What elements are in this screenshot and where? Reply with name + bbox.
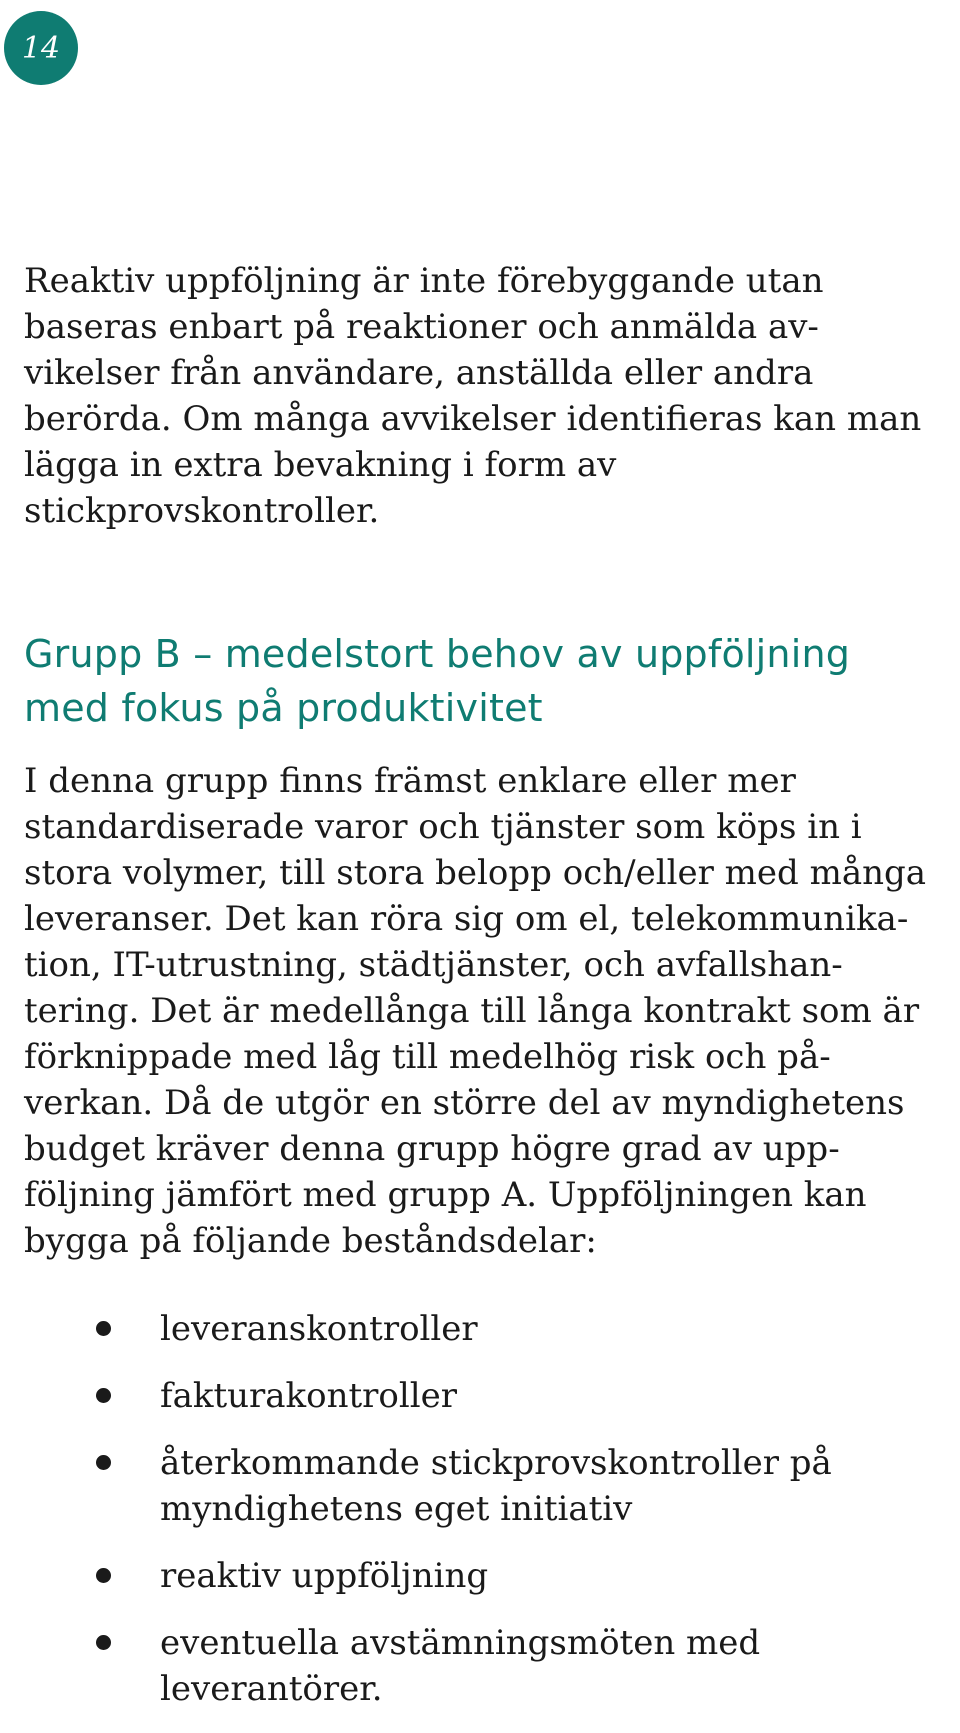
bullet-dot-icon — [96, 1321, 111, 1336]
text-line: tion, IT-utrustning, städtjänster, och avfallshan- — [24, 945, 843, 985]
bullet-text: reaktiv uppföljning — [160, 1556, 489, 1596]
bullet-item — [24, 1553, 954, 1599]
text-line: vikelser från användare, anställda eller andra — [24, 353, 814, 393]
section-heading — [24, 627, 954, 735]
bullet-dot-icon — [96, 1455, 111, 1470]
text-line: stora volymer, till stora belopp och/eller med många — [24, 853, 927, 893]
text-line: förknippade med låg till medelhög risk och på- — [24, 1037, 831, 1077]
bullet-item — [24, 1306, 954, 1352]
bullet-dot-icon — [96, 1388, 111, 1403]
bullet-text: leveranskontroller — [160, 1309, 478, 1349]
text-line: standardiserade varor och tjänster som köps in i — [24, 807, 862, 847]
bullet-text: myndighetens eget initiativ — [160, 1489, 633, 1529]
heading-line: med fokus på produktivitet — [24, 686, 543, 730]
text-line: stickprovskontroller. — [24, 491, 380, 531]
bullet-item — [24, 1440, 954, 1532]
bullet-list — [24, 1306, 954, 1712]
bullet-item — [24, 1620, 954, 1712]
text-line: bygga på följande beståndsdelar: — [24, 1221, 597, 1261]
text-line: leveranser. Det kan röra sig om el, telekommunika- — [24, 899, 909, 939]
bullet-dot-icon — [96, 1568, 111, 1583]
text-line: verkan. Då de utgör en större del av myndighetens — [24, 1083, 905, 1123]
bullet-text: eventuella avstämningsmöten med — [160, 1623, 761, 1663]
bullet-dot-icon — [96, 1635, 111, 1650]
text-line: I denna grupp finns främst enklare eller mer — [24, 761, 796, 801]
heading-line: Grupp B – medelstort behov av uppföljning — [24, 632, 851, 676]
intro-paragraph — [24, 258, 954, 534]
text-line: följning jämfört med grupp A. Uppföljningen kan — [24, 1175, 867, 1215]
text-line: tering. Det är medellånga till långa kontrakt som är — [24, 991, 920, 1031]
bullet-text: fakturakontroller — [160, 1376, 458, 1416]
text-line: Reaktiv uppföljning är inte förebyggande utan — [24, 261, 824, 301]
bullet-text: återkommande stickprovskontroller på — [160, 1443, 832, 1483]
page-number-badge — [4, 11, 78, 85]
text-line: baseras enbart på reaktioner och anmälda av- — [24, 307, 819, 347]
text-line: lägga in extra bevakning i form av — [24, 445, 617, 485]
page-number: 14 — [21, 30, 61, 66]
bullet-item — [24, 1373, 954, 1419]
document-body — [24, 258, 954, 1733]
bullet-text: leverantörer. — [160, 1669, 383, 1709]
text-line: berörda. Om många avvikelser identifieras kan man — [24, 399, 922, 439]
body-paragraph — [24, 758, 954, 1264]
text-line: budget kräver denna grupp högre grad av upp- — [24, 1129, 840, 1169]
